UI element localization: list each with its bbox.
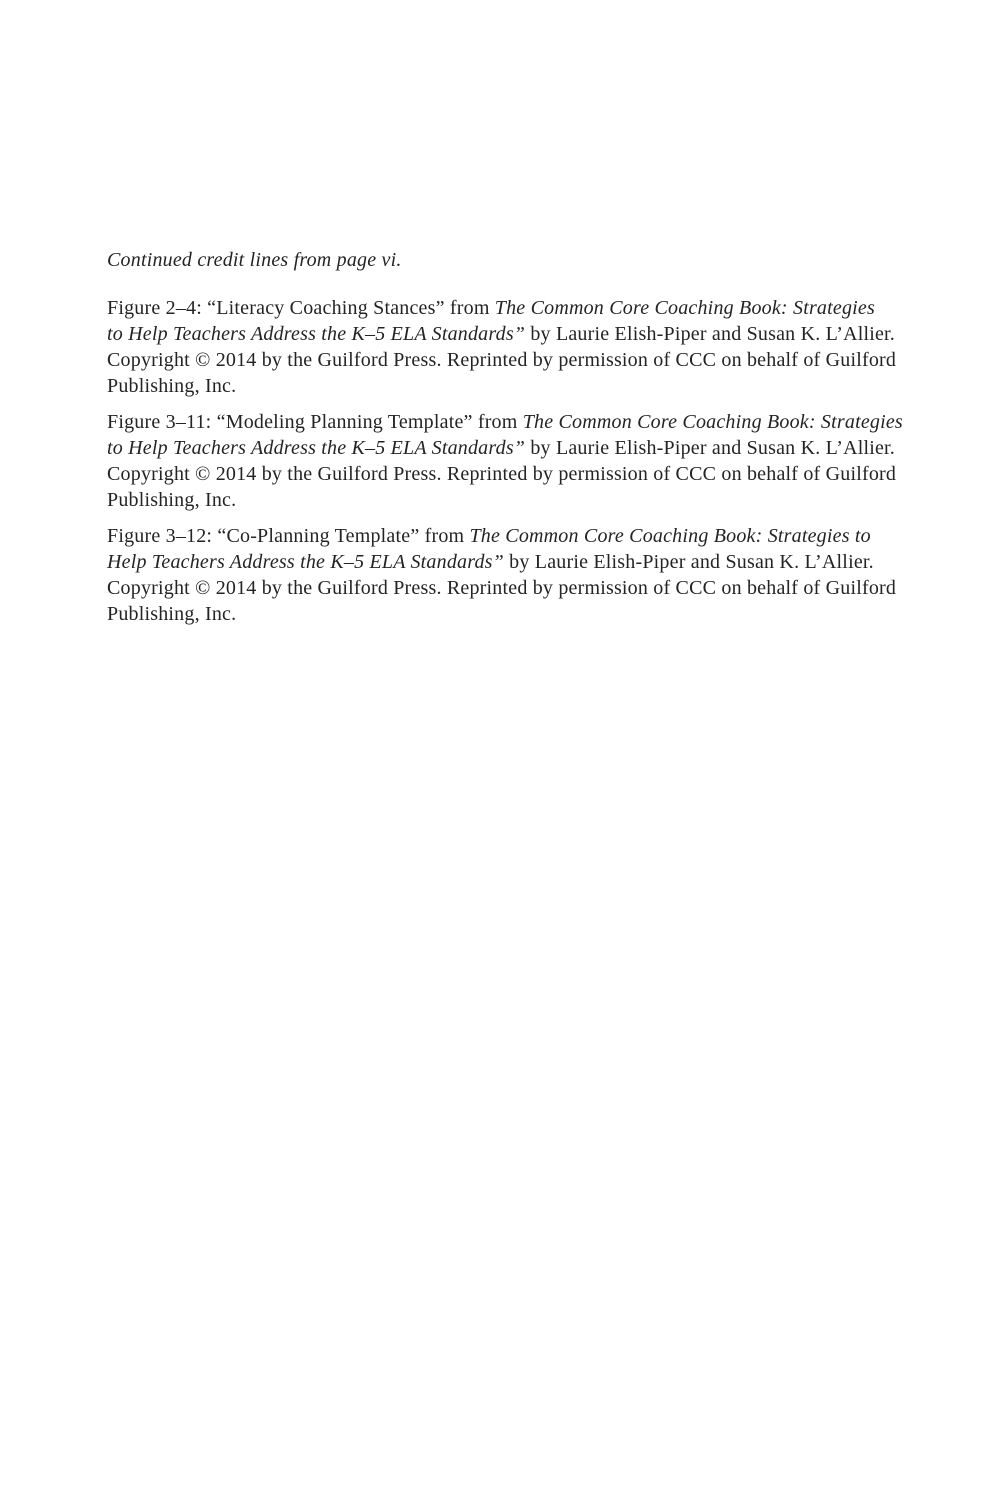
text-segment: Figure 3–12: “Co-Planning Template” from: [107, 525, 470, 547]
credit-line: [107, 435, 917, 461]
credit-line: [107, 487, 917, 513]
text-segment: Figure 2–4: “Literacy Coaching Stances” from: [107, 297, 495, 319]
credit-line: [107, 409, 917, 435]
credit-line: [107, 549, 917, 575]
book-title-segment: The Common Core Coaching Book: Strategies: [522, 411, 903, 433]
text-segment: Copyright © 2014 by the Guilford Press. Reprinted by permission of CCC on behalf of Guilford: [107, 349, 897, 371]
figure-credit-paragraphs: [107, 295, 917, 627]
text-segment: Publishing, Inc.: [107, 603, 237, 625]
credit-line: [107, 295, 917, 321]
credit-line: [107, 321, 917, 347]
figure-2-4-credit: [107, 295, 917, 399]
book-title-segment: The Common Core Coaching Book: Strategies to: [469, 525, 871, 547]
figure-3-11-credit: [107, 409, 917, 513]
text-segment: Publishing, Inc.: [107, 489, 237, 511]
credit-line: [107, 601, 917, 627]
book-title-segment: to Help Teachers Address the K–5 ELA Standards”: [107, 437, 526, 459]
credit-line: [107, 373, 917, 399]
continued-credits-heading: Continued credit lines from page vi.: [107, 249, 402, 271]
text-segment: by Laurie Elish-Piper and Susan K. L’Allier.: [525, 437, 896, 459]
book-title-segment: to Help Teachers Address the K–5 ELA Standards”: [107, 323, 526, 345]
credit-lines-block: [107, 247, 917, 637]
figure-3-12-credit: [107, 523, 917, 627]
text-segment: by Laurie Elish-Piper and Susan K. L’Allier.: [503, 551, 874, 573]
credit-line: [107, 347, 917, 373]
text-segment: Figure 3–11: “Modeling Planning Template” from: [107, 411, 523, 433]
credit-line: [107, 461, 917, 487]
text-segment: by Laurie Elish-Piper and Susan K. L’Allier.: [525, 323, 896, 345]
credit-line: [107, 523, 917, 549]
text-segment: Copyright © 2014 by the Guilford Press. Reprinted by permission of CCC on behalf of Guilford: [107, 463, 897, 485]
text-segment: Publishing, Inc.: [107, 375, 237, 397]
credit-line: [107, 575, 917, 601]
book-title-segment: Help Teachers Address the K–5 ELA Standards”: [107, 551, 504, 573]
book-title-segment: The Common Core Coaching Book: Strategies: [494, 297, 875, 319]
text-segment: Copyright © 2014 by the Guilford Press. Reprinted by permission of CCC on behalf of Guilford: [107, 577, 897, 599]
